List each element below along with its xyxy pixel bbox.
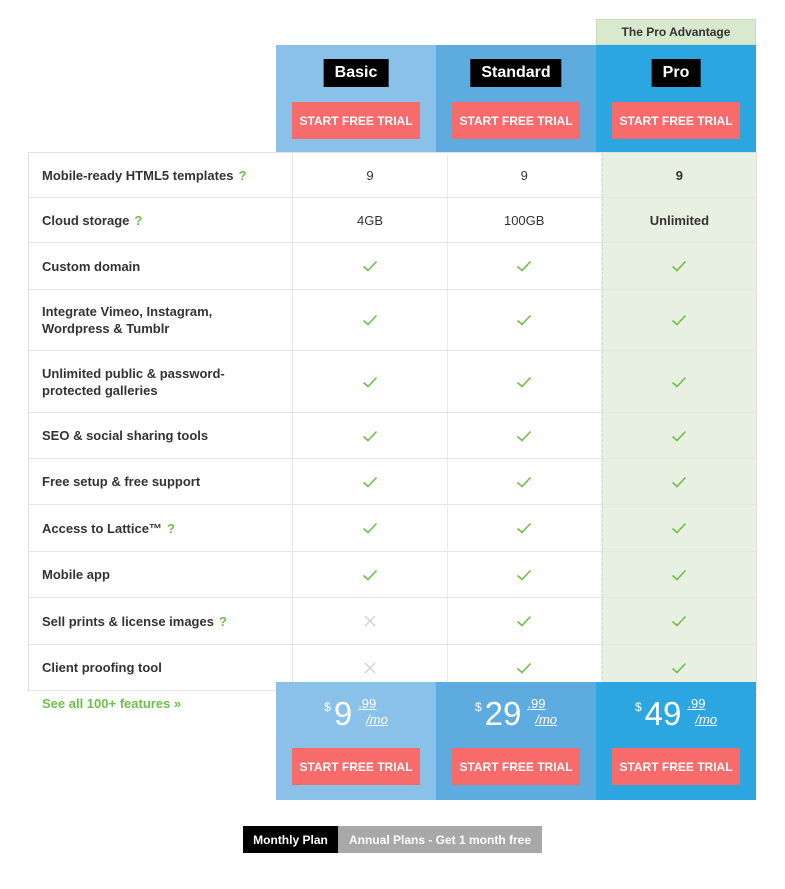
feature-cell-standard — [448, 351, 602, 412]
plan-header-pro — [596, 45, 756, 153]
check-icon — [671, 662, 687, 674]
feature-label — [29, 153, 293, 197]
start-free-trial-pro-bottom-button[interactable]: START FREE TRIAL — [612, 748, 740, 785]
feature-label-text: Custom domain — [42, 258, 141, 274]
check-icon — [671, 569, 687, 581]
check-icon — [671, 522, 687, 534]
check-icon — [671, 430, 687, 442]
cross-icon — [364, 662, 376, 674]
check-icon — [671, 314, 687, 326]
check-icon — [516, 662, 532, 674]
feature-label-text: Integrate Vimeo, Instagram, Wordpress & Tumblr — [42, 304, 213, 336]
feature-row — [29, 290, 756, 351]
plan-header-basic — [276, 45, 436, 153]
help-tooltip-icon[interactable]: ? — [218, 613, 227, 629]
check-icon — [671, 260, 687, 272]
feature-cell-standard — [448, 243, 602, 289]
price-cents: .99 — [687, 696, 706, 711]
check-icon — [671, 376, 687, 388]
feature-row — [29, 552, 756, 598]
feature-cell-pro — [602, 153, 756, 197]
feature-label-text: Mobile-ready HTML5 templates — [42, 167, 234, 183]
check-icon — [362, 476, 378, 488]
feature-cell-basic — [293, 198, 447, 242]
feature-cell-pro — [602, 459, 756, 504]
feature-cell-basic — [293, 413, 447, 458]
price-whole: 9 — [333, 695, 353, 732]
feature-row — [29, 243, 756, 290]
price-block-pro — [596, 682, 756, 800]
feature-label — [29, 290, 293, 350]
feature-cell-standard — [448, 153, 602, 197]
feature-label — [29, 598, 293, 644]
feature-label — [29, 645, 293, 690]
start-free-trial-basic-button[interactable]: START FREE TRIAL — [292, 102, 420, 139]
feature-cell-standard — [448, 198, 602, 242]
price-pro — [596, 696, 756, 732]
feature-value: 4GB — [357, 212, 384, 228]
feature-comparison-table — [28, 152, 757, 691]
feature-cell-pro — [602, 198, 756, 242]
help-tooltip-icon[interactable]: ? — [134, 212, 143, 228]
start-free-trial-standard-bottom-button[interactable]: START FREE TRIAL — [452, 748, 580, 785]
check-icon — [362, 376, 378, 388]
feature-cell-standard — [448, 459, 602, 504]
check-icon — [516, 260, 532, 272]
price-cents: .99 — [527, 696, 546, 711]
feature-cell-pro — [602, 351, 756, 412]
feature-cell-pro — [602, 290, 756, 350]
feature-value: 9 — [366, 167, 374, 183]
feature-label — [29, 243, 293, 289]
price-period: /mo — [535, 712, 558, 727]
feature-value: 9 — [675, 167, 684, 183]
feature-cell-basic — [293, 351, 447, 412]
feature-row — [29, 351, 756, 413]
feature-label-text: Sell prints & license images — [42, 613, 214, 629]
check-icon — [516, 522, 532, 534]
feature-label — [29, 505, 293, 551]
feature-label-text: Client proofing tool — [42, 660, 162, 675]
check-icon — [516, 376, 532, 388]
price-block-basic — [276, 682, 436, 800]
feature-row — [29, 459, 756, 505]
check-icon — [362, 430, 378, 442]
check-icon — [362, 314, 378, 326]
check-icon — [362, 522, 378, 534]
price-cents: .99 — [358, 696, 377, 711]
help-tooltip-icon[interactable]: ? — [238, 167, 247, 183]
feature-cell-pro — [602, 413, 756, 458]
feature-label — [29, 552, 293, 597]
check-icon — [516, 615, 532, 627]
feature-label — [29, 198, 293, 242]
feature-cell-basic — [293, 153, 447, 197]
feature-cell-pro — [602, 505, 756, 551]
feature-row — [29, 505, 756, 552]
feature-label-text: Cloud storage — [42, 212, 130, 228]
feature-cell-basic — [293, 459, 447, 504]
feature-label — [29, 459, 293, 504]
currency-symbol: $ — [474, 700, 482, 714]
see-all-features-link[interactable]: See all 100+ features » — [42, 696, 182, 711]
price-whole: 49 — [644, 695, 682, 732]
currency-symbol: $ — [324, 700, 331, 714]
check-icon — [516, 476, 532, 488]
plan-header-standard — [436, 45, 596, 153]
plan-name-standard: Standard — [470, 59, 561, 87]
feature-value: 100GB — [503, 212, 545, 228]
feature-row — [29, 598, 756, 645]
check-icon — [516, 314, 532, 326]
feature-cell-standard — [448, 598, 602, 644]
billing-period-toggle — [243, 826, 542, 853]
start-free-trial-basic-bottom-button[interactable]: START FREE TRIAL — [292, 748, 420, 785]
feature-label-text: Mobile app — [42, 567, 110, 582]
feature-cell-standard — [448, 413, 602, 458]
feature-cell-basic — [293, 598, 447, 644]
feature-label — [29, 413, 293, 458]
pro-advantage-badge: The Pro Advantage — [596, 19, 756, 45]
start-free-trial-standard-button[interactable]: START FREE TRIAL — [452, 102, 580, 139]
feature-label-text: Unlimited public & password-protected galleries — [42, 365, 225, 398]
feature-label-text: Access to Lattice™ — [42, 520, 162, 536]
feature-cell-basic — [293, 552, 447, 597]
feature-cell-basic — [293, 290, 447, 350]
annual-plans-tab[interactable]: Annual Plans - Get 1 month free — [338, 826, 542, 853]
price-basic — [276, 696, 436, 732]
check-icon — [362, 569, 378, 581]
start-free-trial-pro-button[interactable]: START FREE TRIAL — [612, 102, 740, 139]
check-icon — [516, 569, 532, 581]
feature-cell-pro — [602, 552, 756, 597]
monthly-plan-tab[interactable]: Monthly Plan — [243, 826, 338, 853]
help-tooltip-icon[interactable]: ? — [166, 520, 175, 536]
feature-row — [29, 153, 756, 198]
feature-row — [29, 198, 756, 243]
cross-icon — [364, 615, 376, 627]
feature-cell-pro — [602, 598, 756, 644]
currency-symbol: $ — [634, 700, 642, 714]
price-standard — [436, 696, 596, 732]
price-whole: 29 — [484, 695, 522, 732]
plan-name-pro: Pro — [652, 59, 701, 87]
check-icon — [516, 430, 532, 442]
feature-row — [29, 413, 756, 459]
feature-value: 9 — [520, 167, 528, 183]
feature-cell-basic — [293, 505, 447, 551]
feature-label — [29, 351, 293, 412]
feature-cell-standard — [448, 552, 602, 597]
feature-label-text: SEO & social sharing tools — [42, 428, 209, 443]
plan-name-basic: Basic — [324, 59, 389, 87]
price-period: /mo — [366, 712, 388, 727]
check-icon — [362, 260, 378, 272]
price-period: /mo — [695, 712, 718, 727]
feature-cell-basic — [293, 243, 447, 289]
price-block-standard — [436, 682, 596, 800]
feature-cell-standard — [448, 290, 602, 350]
feature-cell-pro — [602, 243, 756, 289]
feature-label-text: Free setup & free support — [42, 474, 201, 489]
check-icon — [671, 615, 687, 627]
feature-cell-standard — [448, 505, 602, 551]
feature-value: Unlimited — [649, 212, 710, 228]
check-icon — [671, 476, 687, 488]
